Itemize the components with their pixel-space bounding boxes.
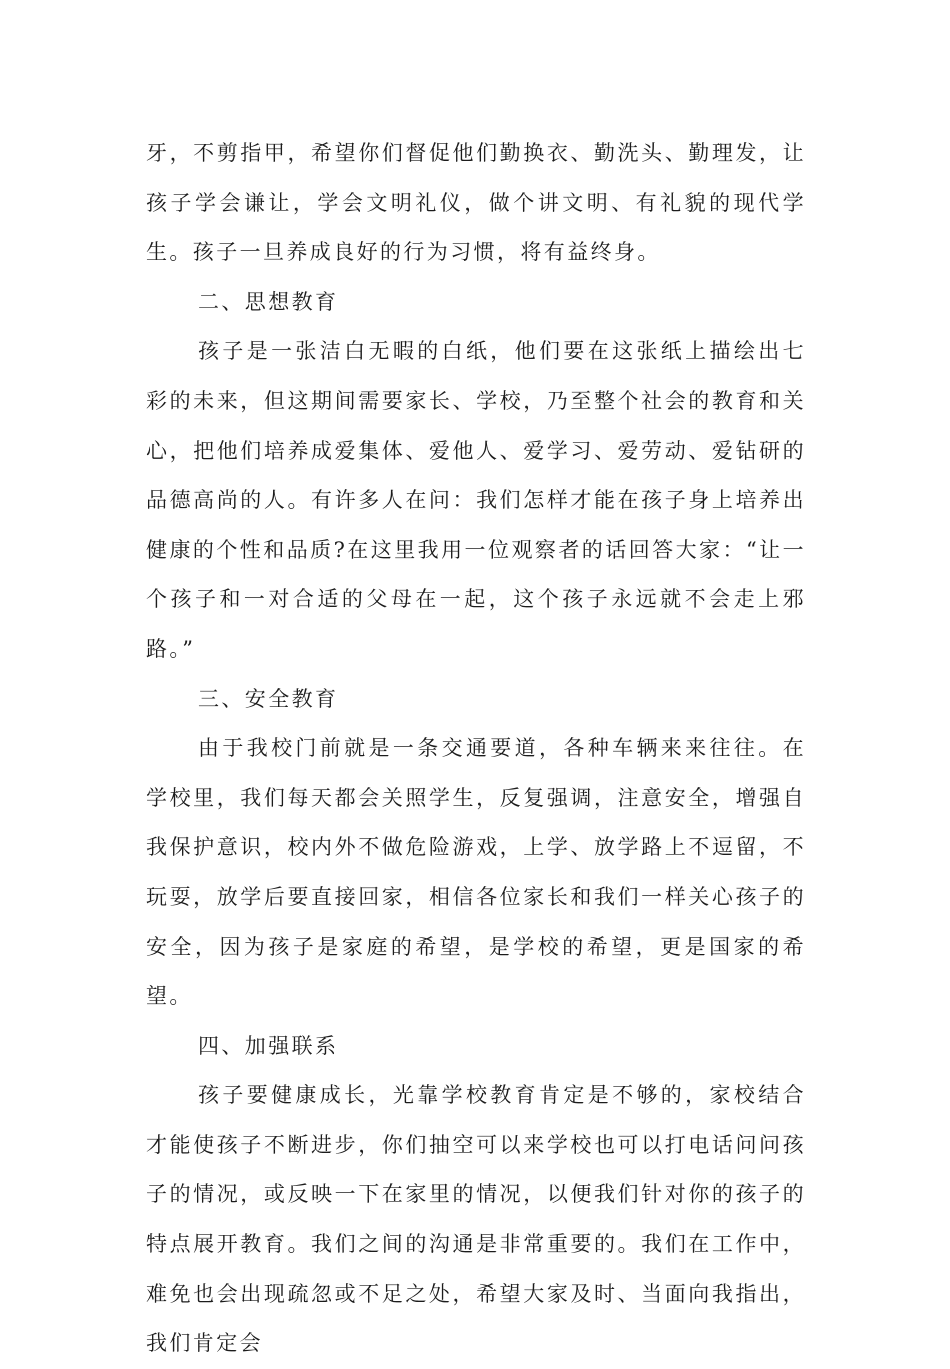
- paragraph-hygiene-continued: 牙，不剪指甲，希望你们督促他们勤换衣、勤洗头、勤理发，让孩子学会谦让，学会文明礼仪，做个讲文明、有礼貌的现代学生。孩子一旦养成良好的行为习惯，将有益终身。: [146, 141, 806, 265]
- paragraph-ideological-education: 孩子是一张洁白无暇的白纸，他们要在这张纸上描绘出七彩的未来，但这期间需要家长、学校，乃至整个社会的教育和关心，把他们培养成爱集体、爱他人、爱学习、爱劳动、爱钻研的品德高尚的人。有许多人在问：我们怎样才能在孩子身上培养出健康的个性和品质?在这里我用一位观察者的话回答大家：“让一个孩子和一对合适的父母在一起，这个孩子永远就不会走上邪路。”: [146, 339, 806, 661]
- heading-strengthen-contact: 四、加强联系: [198, 1033, 339, 1058]
- paragraph-safety-education: 由于我校门前就是一条交通要道，各种车辆来来往往。在学校里，我们每天都会关照学生，反复强调，注意安全，增强自我保护意识，校内外不做危险游戏，上学、放学路上不逗留，不玩耍，放学后要直接回家，相信各位家长和我们一样关心孩子的安全，因为孩子是家庭的希望，是学校的希望，更是国家的希望。: [146, 736, 806, 1009]
- document-body: [146, 129, 806, 1369]
- heading-ideological-education: 二、思想教育: [198, 289, 339, 314]
- paragraph-strengthen-contact: 孩子要健康成长，光靠学校教育肯定是不够的，家校结合才能使孩子不断进步，你们抽空可以来学校也可以打电话问问孩子的情况，或反映一下在家里的情况，以便我们针对你的孩子的特点展开教育。我们之间的沟通是非常重要的。我们在工作中，难免也会出现疏忽或不足之处，希望大家及时、当面向我指出，我们肯定会: [146, 1083, 806, 1356]
- heading-safety-education: 三、安全教育: [198, 686, 339, 711]
